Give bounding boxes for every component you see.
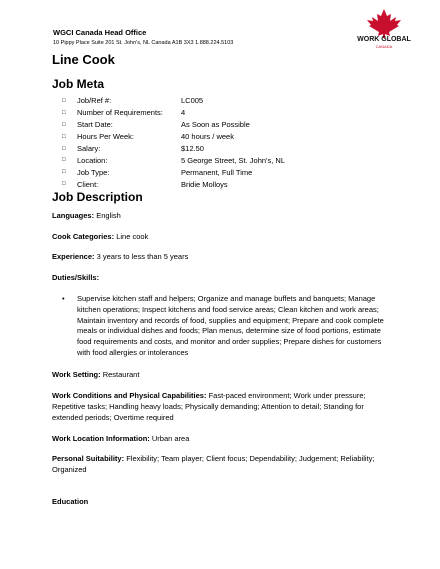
meta-value: As Soon as Possible [181,120,250,130]
work-setting-value: Restaurant [102,370,140,379]
checkbox-bullet-icon: □ [62,169,66,176]
experience-label: Experience: [52,252,95,261]
meta-label: Start Date: [77,120,113,130]
office-name: WGCI Canada Head Office [53,28,147,37]
work-location-label: Work Location Information: [52,434,150,443]
meta-value: $12.50 [181,144,204,153]
checkbox-bullet-icon: □ [62,109,66,116]
job-description-heading: Job Description [52,190,143,204]
meta-label: Job/Ref #: [77,96,112,106]
meta-label: Job Type: [77,167,110,177]
meta-label: Salary: [77,144,101,153]
meta-row [62,107,382,119]
meta-label: Client: [77,179,99,189]
logo-text-sub: CANADA [375,44,393,49]
checkbox-bullet-icon: □ [62,97,66,104]
office-address: 10 Pippy Place Suite 201 St. John's, NL Canada A1B 3X3 1.888.224.5103 [53,40,234,46]
work-location-line [52,433,387,444]
meta-value: 4 [181,108,186,118]
languages-label: Languages: [52,211,95,220]
experience-line [52,251,387,262]
meta-row [62,95,382,107]
meta-value: LC005 [181,96,204,106]
languages-value: English [96,211,121,220]
duties-text: Supervise kitchen staff and helpers; Organize and manage buffets and banquets; Manage kitchen operations; Inspect kitchens and food service areas; Clean kitchen and work areas; Maintain inventory and records of food, supplies and equipment; Prepare and cook complete meals or individual dishes and foods; Plan menus, determine size of food portions, estimate food requirements and costs, and monitor and order supplies; Prepare dishes for customers with food allergies or intolerances [77,294,384,357]
meta-value: 5 George Street, St. John's, NL [181,155,285,165]
education-label: Education [52,497,89,506]
logo-text-main: WORK GLOBAL [357,36,411,43]
cook-categories-line [52,231,387,242]
maple-leaf-icon [341,8,427,38]
duties-list-item [62,294,392,359]
meta-label: Hours Per Week: [77,132,134,142]
job-meta-list [62,95,382,190]
work-setting-label: Work Setting: [52,370,101,379]
work-setting-line [52,369,387,380]
job-meta-heading: Job Meta [52,77,105,91]
checkbox-bullet-icon: □ [62,181,66,188]
work-conditions-line [52,390,387,423]
checkbox-bullet-icon: □ [62,145,66,152]
meta-value: Bridie Molloys [181,179,228,189]
work-conditions-value: Fast-paced environment; Work under pressure; Repetitive tasks; Handling heavy loads; Physically demanding; Attention to detail; Standing for extended periods; Overtime required [52,391,366,422]
cook-categories-value: Line cook [116,232,149,241]
office-header [53,28,233,46]
personal-suitability-value: Flexibility; Team player; Client focus; Dependability; Judgement; Reliability; Organized [52,454,375,474]
languages-line [52,210,387,221]
personal-suitability-label: Personal Suitability: [52,454,125,463]
meta-label: Location: [77,155,108,165]
meta-row [62,178,382,190]
meta-row [62,154,382,166]
checkbox-bullet-icon: □ [62,133,66,140]
checkbox-bullet-icon: □ [62,157,66,164]
page-title: Line Cook [52,52,115,67]
meta-row [62,166,382,178]
cook-categories-label: Cook Categories: [52,232,115,241]
duties-label: Duties/Skills: [52,273,100,282]
meta-value: 40 hours / week [181,132,234,142]
work-location-value: Urban area [151,434,190,443]
meta-row [62,119,382,131]
education-line [52,496,387,507]
company-logo [341,8,427,50]
personal-suitability-line [52,453,387,475]
checkbox-bullet-icon: □ [62,121,66,128]
meta-value: Permanent, Full Time [181,167,253,177]
work-conditions-label: Work Conditions and Physical Capabilities: [52,391,207,400]
meta-label: Number of Requirements: [77,108,163,118]
meta-row [62,131,382,143]
meta-row [62,143,382,155]
bullet-icon: • [62,294,65,303]
experience-value: 3 years to less than 5 years [96,252,189,261]
duties-heading-line [52,272,387,283]
